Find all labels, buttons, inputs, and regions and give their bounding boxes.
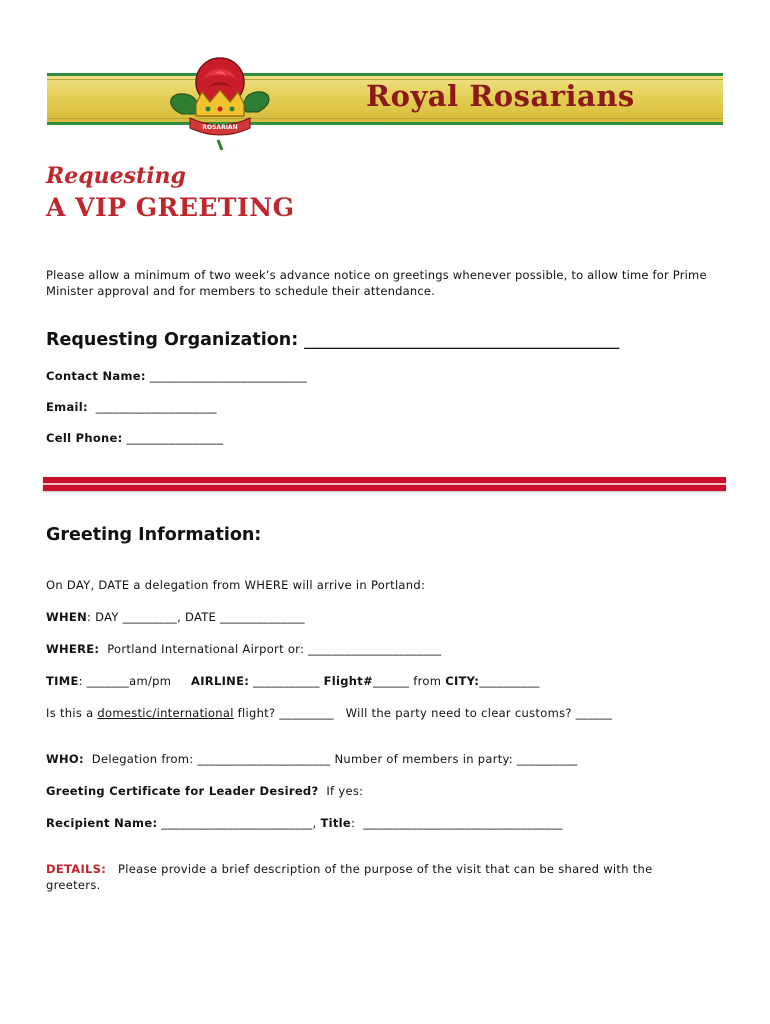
flight-field[interactable]: ______ from — [373, 674, 446, 688]
email-field[interactable]: ____________________ — [87, 400, 217, 414]
organization-heading: Requesting Organization: ____________________________________ — [46, 330, 620, 350]
recipient-name-field[interactable]: _________________________, — [157, 816, 321, 830]
cell-phone-row: Cell Phone: ________________ — [46, 431, 224, 445]
email-row: Email: ____________________ — [46, 400, 217, 414]
certificate-row: Greeting Certificate for Leader Desired? If yes: — [46, 784, 364, 798]
time-row: TIME: _______am/pm AIRLINE: ___________ Flight#______ from CITY:__________ — [46, 674, 540, 688]
section-divider — [43, 477, 726, 491]
title-requesting: Requesting — [46, 163, 186, 189]
when-row: WHEN: DAY _________, DATE ______________ — [46, 610, 305, 624]
arrival-line: On DAY, DATE a delegation from WHERE will arrive in Portland: — [46, 578, 426, 592]
recipient-title-field[interactable]: : _________________________________ — [351, 816, 563, 830]
greeting-heading: Greeting Information: — [46, 525, 262, 545]
airline-field[interactable]: ___________ — [249, 674, 324, 688]
svg-text:ROSARIAN: ROSARIAN — [202, 124, 238, 131]
city-field[interactable]: __________ — [479, 674, 540, 688]
where-row: WHERE: Portland International Airport or: ______________________ — [46, 642, 442, 656]
cell-phone-field[interactable]: ________________ — [122, 431, 224, 445]
domestic-row: Is this a domestic/international flight? _________ Will the party need to clear customs? ______ — [46, 706, 613, 720]
intro-paragraph: Please allow a minimum of two week’s advance notice on greetings whenever possible, to allow time for Prime Minister approval and for members to schedule their attendance. — [46, 268, 707, 298]
where-field[interactable]: Portland International Airport or: ______________________ — [99, 642, 442, 656]
org-name: Royal Rosarians — [366, 79, 635, 113]
page-title: A VIP GREETING — [46, 193, 295, 222]
recipient-row: Recipient Name: _________________________, Title: _________________________________ — [46, 816, 563, 830]
time-field[interactable]: : _______am/pm — [78, 674, 192, 688]
when-fields[interactable]: : DAY _________, DATE ______________ — [87, 610, 305, 624]
organization-field[interactable]: ____________________________________ — [304, 330, 620, 350]
rose-crown-logo-icon — [160, 52, 280, 152]
details-row-cont: greeters. — [46, 878, 101, 892]
who-row: WHO: Delegation from: ______________________ Number of members in party: __________ — [46, 752, 578, 766]
domestic-international-link: domestic/international — [97, 706, 234, 720]
contact-name-field[interactable]: __________________________ — [145, 369, 308, 383]
who-fields[interactable]: Delegation from: ______________________ Number of members in party: __________ — [83, 752, 578, 766]
contact-name-row: Contact Name: __________________________ — [46, 369, 308, 383]
domestic-customs-fields[interactable]: flight? _________ Will the party need to clear customs? ______ — [233, 706, 613, 720]
details-row: DETAILS: Please provide a brief description of the purpose of the visit that can be shared with the — [46, 862, 653, 876]
